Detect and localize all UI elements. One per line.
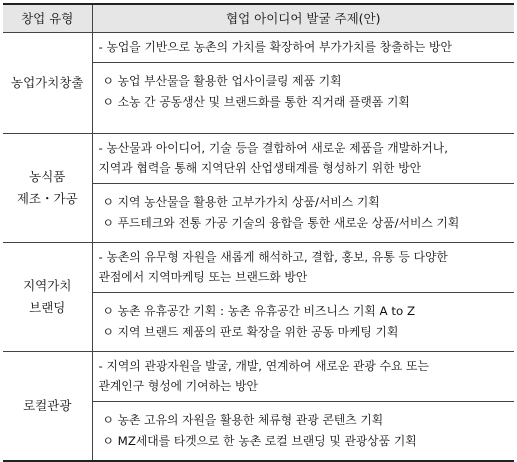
startup-type-cell bbox=[3, 242, 92, 351]
table-row bbox=[3, 32, 514, 133]
list-item: ㅇ 농촌 고유의 자원을 활용한 체류형 관광 콘텐츠 기획 bbox=[102, 412, 384, 427]
idea-list bbox=[93, 293, 515, 351]
description-line: 관계인구 형성에 기여하는 방안 bbox=[98, 378, 258, 393]
header-topic: 협업 아이디어 발굴 주제(안) bbox=[92, 4, 514, 32]
topic-description bbox=[93, 134, 515, 184]
table-row bbox=[3, 351, 514, 461]
list-item: ㅇ 소농 간 공동생산 및 브랜드화를 통한 직거래 플랫폼 기획 bbox=[102, 94, 410, 109]
topic-description bbox=[93, 352, 515, 402]
table-row bbox=[3, 133, 514, 242]
idea-list bbox=[93, 402, 515, 460]
list-item: ㅇ 푸드테크와 전통 가공 기술의 융합을 통한 새로운 상품/서비스 기획 bbox=[102, 215, 460, 230]
startup-type-label: 농업가치창출 bbox=[11, 74, 84, 90]
document bbox=[3, 3, 514, 448]
idea-list bbox=[93, 184, 515, 242]
idea-list bbox=[93, 63, 515, 121]
list-item: ㅇ 농업 부산물을 활용한 업사이클링 제품 기획 bbox=[102, 73, 342, 88]
startup-type-cell bbox=[3, 32, 92, 133]
startup-type-label: 브랜딩 bbox=[29, 299, 66, 315]
startup-type-label: 제조・가공 bbox=[16, 190, 78, 206]
idea-topic-table bbox=[3, 3, 514, 462]
description-line: 관점에서 지역마케팅 또는 브랜드화 방안 bbox=[98, 269, 308, 284]
topic-description bbox=[93, 243, 515, 293]
topic-cell bbox=[92, 351, 514, 461]
list-item: ㅇ MZ세대를 타겟으로 한 농촌 로컬 브랜딩 및 관광상품 기획 bbox=[102, 433, 417, 448]
description-line: - 지역의 관광자원을 발굴, 개발, 연계하여 새로운 관광 수요 또는 bbox=[98, 358, 429, 373]
table-row bbox=[3, 242, 514, 351]
header-type: 창업 유형 bbox=[3, 4, 92, 32]
topic-description bbox=[93, 33, 515, 63]
startup-type-label: 농식품 bbox=[29, 168, 66, 184]
topic-cell bbox=[92, 242, 514, 351]
startup-type-cell bbox=[3, 133, 92, 242]
description-line: - 농업을 기반으로 농촌의 가치를 확장하여 부가가치를 창출하는 방안 bbox=[98, 39, 452, 54]
list-item: ㅇ 지역 브랜드 제품의 판로 확장을 위한 공동 마케팅 기획 bbox=[102, 324, 399, 339]
topic-cell bbox=[92, 133, 514, 242]
description-line: - 농촌의 유무형 자원을 새롭게 해석하고, 결합, 홍보, 유통 등 다양한 bbox=[98, 249, 448, 264]
list-item: ㅇ 농촌 유휴공간 기획 : 농촌 유휴공간 비즈니스 기획 A to Z bbox=[102, 303, 416, 318]
startup-type-label: 지역가치 bbox=[23, 277, 72, 293]
startup-type-cell bbox=[3, 351, 92, 461]
description-line: 지역과 협력을 통해 지역단위 산업생태계를 형성하기 위한 방안 bbox=[98, 160, 422, 175]
startup-type-label: 로컬관광 bbox=[23, 397, 72, 413]
description-line: - 농산물과 아이디어, 기술 등을 결합하여 새로운 제품을 개발하거나, bbox=[98, 140, 448, 155]
list-item: ㅇ 지역 농산물을 활용한 고부가가치 상품/서비스 기획 bbox=[102, 194, 380, 209]
table-header-row bbox=[3, 4, 514, 32]
topic-cell bbox=[92, 32, 514, 133]
